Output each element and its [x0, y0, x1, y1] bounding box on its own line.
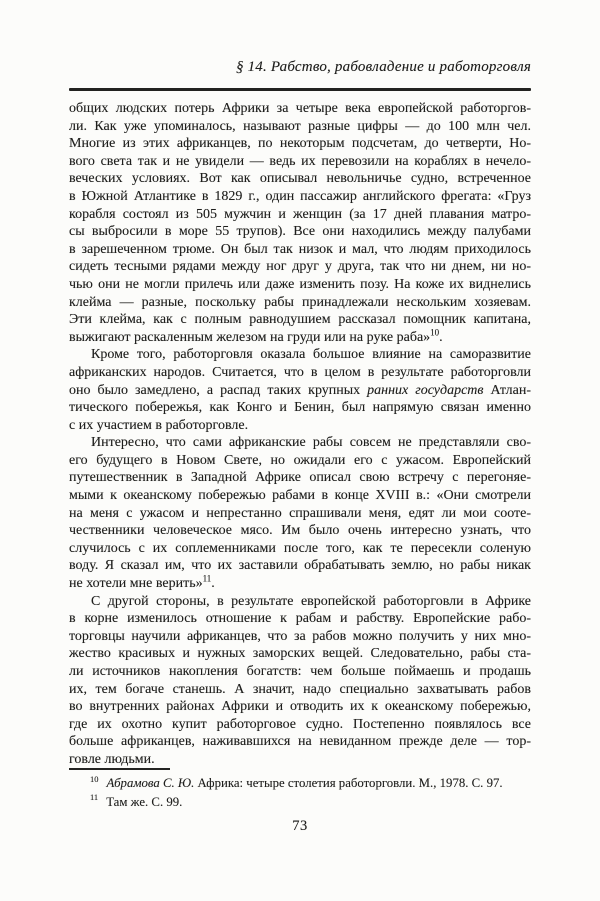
footnote	[69, 793, 531, 812]
text-line	[69, 153, 531, 171]
text-segment: выжигают раскаленным железом на груди или на руке раба»	[69, 329, 431, 345]
text-segment: не хотели мне верить»	[69, 576, 203, 592]
text-segment: где их охотно купит работорговое судно. Постепенно появлялось все	[69, 716, 531, 732]
text-line	[69, 100, 531, 118]
text-segment: его будущего в Новом Свете, но ожидали его с ужасом. Европейский	[69, 452, 531, 468]
text-line	[69, 206, 531, 224]
text-line	[69, 452, 531, 470]
running-head: § 14. Рабство, рабовладение и работорговля	[235, 59, 531, 75]
text-segment: Эти клейма, как с полным равнодушием рассказал помощник капитана,	[69, 312, 531, 328]
text-segment: чественники человеческое мясо. Им было очень интересно узнать, что	[69, 523, 531, 539]
text-line	[69, 733, 531, 751]
text-segment: воду. Я сказал им, что их заставили обрабатывать землю, но рабы никак	[69, 558, 531, 574]
text-segment: их, тем богаче станешь. А значит, надо специально захватывать рабов	[69, 681, 531, 697]
text-segment: Атлан-	[483, 382, 531, 398]
text-segment: Интересно, что сами африканские рабы совсем не представляли сво-	[91, 435, 531, 451]
text-segment: сидеть тесными рядами между ног друг у друга, так что ни днем, ни но-	[69, 259, 531, 275]
text-line	[69, 487, 531, 505]
footnote	[69, 774, 531, 793]
text-line	[69, 575, 531, 593]
text-line	[69, 469, 531, 487]
text-segment: вого света так и не увидели — ведь их перевозили на кораблях в нечело-	[69, 153, 531, 169]
footnote-marker: 11	[90, 792, 99, 803]
text-line	[69, 434, 531, 452]
text-line	[69, 329, 531, 347]
text-segment: .	[439, 329, 443, 345]
text-line	[69, 223, 531, 241]
text-segment: жество красивых и нужных заморских вещей. Следовательно, рабы ста-	[69, 646, 531, 662]
text-line	[69, 645, 531, 663]
text-line	[69, 593, 531, 611]
text-line	[69, 346, 531, 364]
text-segment: на меня с ужасом и непрестанно спрашивали меня, едят ли мои сооте-	[69, 505, 531, 521]
text-segment: чью они не могли прилечь или даже изменить позу. На коже их виднелись	[69, 276, 531, 292]
text-segment: общих людских потерь Африки за четыре века европейской работоргов-	[69, 101, 531, 116]
text-line	[69, 311, 531, 329]
text-segment: тического побережья, как Конго и Бенин, был напрямую связан именно	[69, 400, 531, 416]
text-segment: ли источников накопления богатств: чем больше поймаешь и продашь	[69, 664, 531, 679]
footnotes	[69, 774, 531, 811]
text-segment: с их участием в работорговле.	[69, 417, 249, 433]
text-line	[69, 382, 531, 400]
text-line	[69, 663, 531, 681]
text-line	[69, 258, 531, 276]
text-segment: корабля состоял из 505 мужчин и женщин (за 17 дней плавания матро-	[69, 206, 531, 222]
text-segment: в зарешеченном трюме. Он был так низок и мал, что людям приходилось	[69, 241, 531, 257]
text-line	[69, 716, 531, 734]
text-segment: оно было замедлено, а распад таких крупных	[69, 382, 368, 398]
italic-text-segment: ранних государств	[367, 382, 484, 398]
text-segment: .	[211, 576, 215, 592]
text-segment: веческих условиях. Вот как описывал невольничье судно, встреченное	[69, 171, 531, 187]
page-number: 73	[292, 818, 308, 834]
text-segment: мыми к океанскому побережью рабами в конце XVIII в.: «Они смотрели	[69, 488, 531, 504]
text-line	[69, 294, 531, 312]
text-segment: торговцы научили африканцев, что за рабов можно получить у них мно-	[69, 628, 531, 644]
text-line	[69, 241, 531, 259]
text-line	[69, 557, 531, 575]
text-line	[69, 417, 531, 435]
text-line	[69, 170, 531, 188]
text-segment: больше африканцев, наживавшихся на невиданном прежде деле — тор-	[69, 734, 531, 750]
paragraph	[69, 434, 531, 592]
text-segment: путешественник в Западной Африке описал свою встречу с перегоняе-	[69, 470, 531, 486]
footnote-separator	[69, 768, 170, 770]
text-segment: во внутренних районах Африки и отводить их к океанскому побережью,	[69, 699, 531, 715]
text-line	[69, 522, 531, 540]
text-line	[69, 118, 531, 136]
text-line	[69, 364, 531, 382]
header-rule	[69, 88, 531, 91]
text-segment: сы выбросили в море 55 трупов). Все они находились между палубами	[69, 224, 531, 240]
text-line	[69, 540, 531, 558]
footnote-marker: 10	[90, 773, 99, 784]
superscript-reference: 11	[202, 575, 212, 584]
text-segment: ли. Как уже упоминалось, называют разные цифры — до 100 млн чел.	[69, 118, 531, 134]
superscript-reference: 10	[430, 328, 440, 338]
text-segment: Африка: четыре столетия работорговли. М., 1978. С. 97.	[194, 776, 503, 790]
text-segment: Там же. С. 99.	[106, 794, 183, 809]
text-segment: С другой стороны, в результате европейской работорговли в Африке	[91, 593, 531, 609]
text-segment: Многие из этих африканцев, по некоторым подсчетам, до четверти, Но-	[69, 136, 531, 152]
text-line	[69, 698, 531, 716]
text-segment: в Южной Атлантике в 1829 г., один пассажир английского фрегата: «Груз	[69, 188, 531, 204]
text-segment: случилось с их соплеменниками после того, как те пересекли соленую	[69, 540, 531, 556]
text-line	[69, 399, 531, 417]
text-line	[69, 610, 531, 628]
text-segment: говле людьми.	[69, 751, 155, 767]
paragraph	[69, 346, 531, 434]
text-line	[69, 628, 531, 646]
text-line	[69, 505, 531, 523]
paragraph	[69, 100, 531, 346]
text-line	[69, 681, 531, 699]
italic-text-segment: Абрамова С. Ю.	[106, 776, 195, 790]
text-segment: в корне изменилось отношение к рабам и рабству. Европейские рабо-	[69, 611, 531, 627]
text-line	[69, 276, 531, 294]
text-line	[69, 751, 531, 769]
text-segment: Кроме того, работорговля оказала большое влияние на саморазвитие	[91, 347, 531, 363]
text-line	[69, 135, 531, 153]
text-segment: африканских народов. Считается, что в целом в результате работорговли	[69, 364, 531, 380]
page-body-text	[69, 100, 531, 769]
text-segment: клейма — разные, поскольку рабы принадлежали нескольким хозяевам.	[69, 294, 531, 310]
paragraph	[69, 593, 531, 769]
text-line	[69, 188, 531, 206]
